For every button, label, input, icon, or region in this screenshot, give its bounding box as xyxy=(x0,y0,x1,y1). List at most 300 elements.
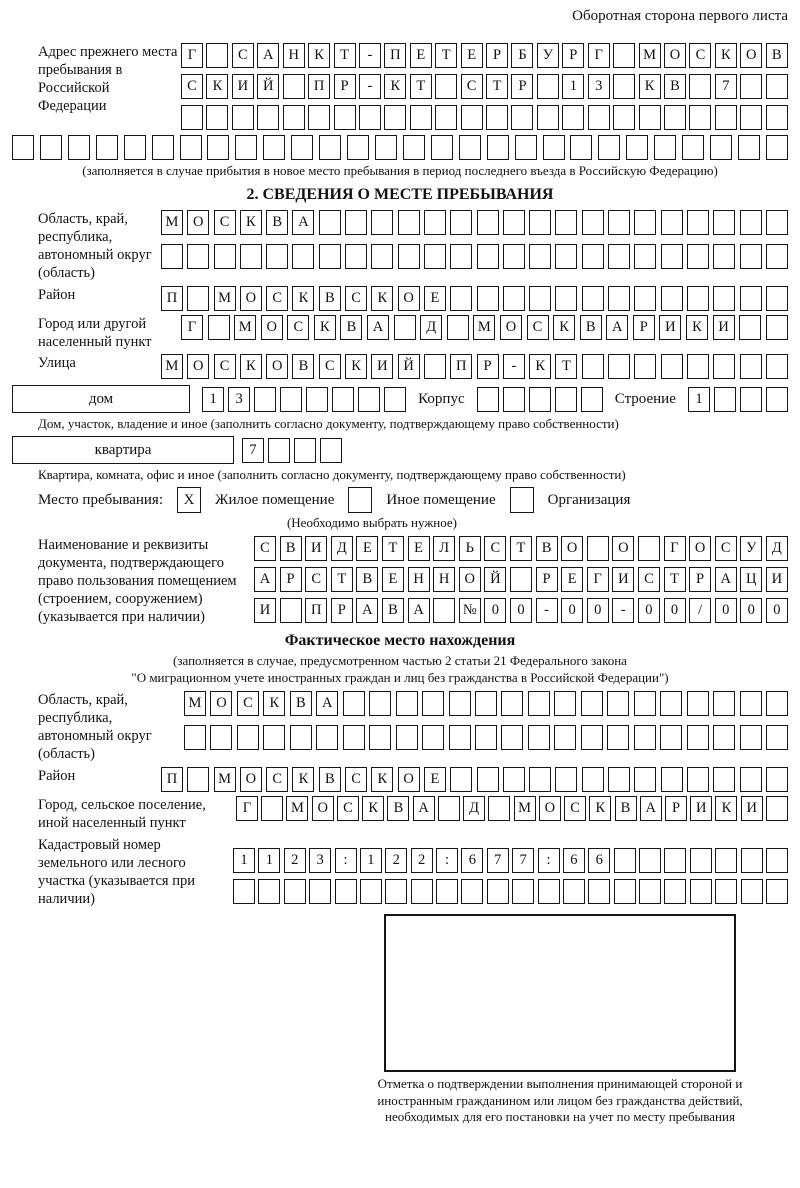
char-cell[interactable]: Р xyxy=(280,567,302,592)
char-cell[interactable]: Т xyxy=(664,567,686,592)
char-cell[interactable] xyxy=(433,598,455,623)
char-cell[interactable] xyxy=(608,286,630,311)
char-cell[interactable]: В xyxy=(615,796,637,821)
char-cell[interactable]: С xyxy=(715,536,737,561)
char-cell[interactable] xyxy=(316,725,338,750)
char-cell[interactable] xyxy=(741,848,763,873)
char-cell[interactable] xyxy=(687,244,709,269)
char-cell[interactable]: 3 xyxy=(228,387,250,412)
char-cell[interactable] xyxy=(529,244,551,269)
char-cell[interactable]: : xyxy=(335,848,357,873)
char-cell[interactable] xyxy=(449,691,471,716)
char-cell[interactable] xyxy=(181,105,203,130)
char-cell[interactable]: Р xyxy=(689,567,711,592)
char-cell[interactable]: И xyxy=(254,598,276,623)
char-cell[interactable] xyxy=(233,879,255,904)
char-cell[interactable] xyxy=(152,135,174,160)
char-cell[interactable] xyxy=(501,691,523,716)
char-cell[interactable] xyxy=(537,105,559,130)
char-cell[interactable] xyxy=(554,691,576,716)
char-cell[interactable] xyxy=(713,286,735,311)
char-cell[interactable] xyxy=(475,725,497,750)
char-cell[interactable] xyxy=(689,105,711,130)
char-cell[interactable]: И xyxy=(741,796,763,821)
char-cell[interactable] xyxy=(639,879,661,904)
char-cell[interactable]: К xyxy=(686,315,708,340)
char-cell[interactable] xyxy=(563,879,585,904)
char-cell[interactable]: У xyxy=(537,43,559,68)
char-cell[interactable]: С xyxy=(527,315,549,340)
char-cell[interactable] xyxy=(660,725,682,750)
char-cell[interactable] xyxy=(639,848,661,873)
char-cell[interactable]: 6 xyxy=(461,848,483,873)
char-cell[interactable]: О xyxy=(689,536,711,561)
char-cell[interactable]: С xyxy=(689,43,711,68)
char-cell[interactable] xyxy=(284,879,306,904)
char-cell[interactable]: О xyxy=(500,315,522,340)
char-cell[interactable] xyxy=(510,567,532,592)
char-cell[interactable]: П xyxy=(450,354,472,379)
char-cell[interactable] xyxy=(613,105,635,130)
char-cell[interactable] xyxy=(634,210,656,235)
char-cell[interactable] xyxy=(290,725,312,750)
char-cell[interactable] xyxy=(634,725,656,750)
char-cell[interactable] xyxy=(626,135,648,160)
char-cell[interactable]: М xyxy=(161,210,183,235)
char-cell[interactable] xyxy=(687,286,709,311)
char-cell[interactable]: К xyxy=(345,354,367,379)
char-cell[interactable]: С xyxy=(319,354,341,379)
char-cell[interactable]: В xyxy=(266,210,288,235)
char-cell[interactable]: К xyxy=(715,43,737,68)
char-cell[interactable] xyxy=(280,598,302,623)
char-cell[interactable] xyxy=(237,725,259,750)
char-cell[interactable]: К xyxy=(553,315,575,340)
char-cell[interactable]: Н xyxy=(408,567,430,592)
char-cell[interactable]: А xyxy=(257,43,279,68)
char-cell[interactable] xyxy=(475,691,497,716)
char-cell[interactable] xyxy=(266,244,288,269)
char-cell[interactable] xyxy=(486,105,508,130)
char-cell[interactable] xyxy=(403,135,425,160)
char-cell[interactable] xyxy=(263,725,285,750)
char-cell[interactable] xyxy=(184,725,206,750)
char-cell[interactable] xyxy=(334,105,356,130)
char-cell[interactable]: В xyxy=(387,796,409,821)
char-cell[interactable] xyxy=(587,536,609,561)
char-cell[interactable] xyxy=(477,767,499,792)
char-cell[interactable] xyxy=(582,767,604,792)
char-cell[interactable]: П xyxy=(384,43,406,68)
char-cell[interactable] xyxy=(554,725,576,750)
char-cell[interactable]: Ь xyxy=(459,536,481,561)
char-cell[interactable]: А xyxy=(413,796,435,821)
char-cell[interactable]: 3 xyxy=(588,74,610,99)
char-cell[interactable]: Е xyxy=(356,536,378,561)
char-cell[interactable] xyxy=(582,244,604,269)
char-cell[interactable]: К xyxy=(240,354,262,379)
char-cell[interactable] xyxy=(570,135,592,160)
char-cell[interactable]: 0 xyxy=(587,598,609,623)
char-cell[interactable]: О xyxy=(210,691,232,716)
char-cell[interactable] xyxy=(512,879,534,904)
char-cell[interactable] xyxy=(766,387,788,412)
char-cell[interactable] xyxy=(187,286,209,311)
char-cell[interactable]: Е xyxy=(461,43,483,68)
char-cell[interactable]: О xyxy=(561,536,583,561)
char-cell[interactable] xyxy=(450,286,472,311)
char-cell[interactable]: 1 xyxy=(233,848,255,873)
char-cell[interactable]: И xyxy=(232,74,254,99)
char-cell[interactable]: К xyxy=(240,210,262,235)
char-cell[interactable] xyxy=(543,135,565,160)
char-cell[interactable] xyxy=(740,74,762,99)
char-cell[interactable]: К xyxy=(371,286,393,311)
char-cell[interactable] xyxy=(292,244,314,269)
char-cell[interactable] xyxy=(638,536,660,561)
char-cell[interactable]: 7 xyxy=(242,438,264,463)
char-cell[interactable] xyxy=(738,135,760,160)
char-cell[interactable] xyxy=(555,767,577,792)
char-cell[interactable] xyxy=(503,244,525,269)
char-cell[interactable] xyxy=(319,210,341,235)
char-cell[interactable] xyxy=(766,848,788,873)
char-cell[interactable] xyxy=(257,105,279,130)
char-cell[interactable]: Е xyxy=(424,767,446,792)
char-cell[interactable] xyxy=(713,691,735,716)
char-cell[interactable] xyxy=(124,135,146,160)
char-cell[interactable]: В xyxy=(292,354,314,379)
char-cell[interactable] xyxy=(68,135,90,160)
char-cell[interactable] xyxy=(235,135,257,160)
char-cell[interactable]: Д xyxy=(766,536,788,561)
char-cell[interactable] xyxy=(375,135,397,160)
char-cell[interactable]: С xyxy=(484,536,506,561)
char-cell[interactable]: Т xyxy=(435,43,457,68)
char-cell[interactable] xyxy=(487,879,509,904)
char-cell[interactable] xyxy=(319,244,341,269)
char-cell[interactable]: С xyxy=(287,315,309,340)
char-cell[interactable] xyxy=(503,767,525,792)
char-cell[interactable]: П xyxy=(161,767,183,792)
char-cell[interactable]: : xyxy=(538,848,560,873)
char-cell[interactable] xyxy=(40,135,62,160)
char-cell[interactable]: А xyxy=(715,567,737,592)
char-cell[interactable]: 1 xyxy=(202,387,224,412)
char-cell[interactable] xyxy=(740,725,762,750)
checkbox-organization[interactable] xyxy=(510,487,534,513)
char-cell[interactable] xyxy=(283,74,305,99)
char-cell[interactable]: О xyxy=(240,286,262,311)
char-cell[interactable] xyxy=(713,354,735,379)
char-cell[interactable] xyxy=(740,387,762,412)
char-cell[interactable] xyxy=(664,848,686,873)
char-cell[interactable] xyxy=(739,315,761,340)
char-cell[interactable]: Р xyxy=(511,74,533,99)
char-cell[interactable] xyxy=(411,879,433,904)
char-cell[interactable] xyxy=(713,210,735,235)
char-cell[interactable]: Д xyxy=(463,796,485,821)
char-cell[interactable] xyxy=(660,691,682,716)
char-cell[interactable] xyxy=(634,767,656,792)
char-cell[interactable]: В xyxy=(340,315,362,340)
char-cell[interactable]: М xyxy=(473,315,495,340)
char-cell[interactable] xyxy=(614,879,636,904)
char-cell[interactable]: А xyxy=(316,691,338,716)
char-cell[interactable]: С xyxy=(232,43,254,68)
char-cell[interactable] xyxy=(422,725,444,750)
char-cell[interactable]: Д xyxy=(420,315,442,340)
char-cell[interactable] xyxy=(766,244,788,269)
char-cell[interactable]: Р xyxy=(486,43,508,68)
char-cell[interactable]: С xyxy=(266,767,288,792)
char-cell[interactable] xyxy=(581,725,603,750)
char-cell[interactable] xyxy=(555,286,577,311)
char-cell[interactable]: С xyxy=(564,796,586,821)
char-cell[interactable] xyxy=(461,879,483,904)
char-cell[interactable] xyxy=(654,135,676,160)
char-cell[interactable]: Т xyxy=(555,354,577,379)
char-cell[interactable]: Й xyxy=(257,74,279,99)
char-cell[interactable]: 7 xyxy=(512,848,534,873)
char-cell[interactable]: В xyxy=(766,43,788,68)
char-cell[interactable] xyxy=(715,105,737,130)
char-cell[interactable]: Й xyxy=(484,567,506,592)
char-cell[interactable] xyxy=(347,135,369,160)
char-cell[interactable]: Т xyxy=(410,74,432,99)
char-cell[interactable] xyxy=(555,244,577,269)
char-cell[interactable]: К xyxy=(362,796,384,821)
char-cell[interactable]: 0 xyxy=(766,598,788,623)
char-cell[interactable] xyxy=(588,879,610,904)
char-cell[interactable]: Н xyxy=(433,567,455,592)
char-cell[interactable] xyxy=(424,210,446,235)
char-cell[interactable] xyxy=(766,135,788,160)
char-cell[interactable]: С xyxy=(214,210,236,235)
char-cell[interactable] xyxy=(614,848,636,873)
char-cell[interactable] xyxy=(661,354,683,379)
char-cell[interactable]: Р xyxy=(334,74,356,99)
char-cell[interactable]: - xyxy=(359,74,381,99)
char-cell[interactable] xyxy=(385,879,407,904)
char-cell[interactable] xyxy=(343,725,365,750)
char-cell[interactable]: О xyxy=(740,43,762,68)
char-cell[interactable] xyxy=(343,691,365,716)
char-cell[interactable]: - xyxy=(612,598,634,623)
char-cell[interactable] xyxy=(291,135,313,160)
char-cell[interactable] xyxy=(740,286,762,311)
char-cell[interactable]: К xyxy=(206,74,228,99)
char-cell[interactable] xyxy=(210,725,232,750)
char-cell[interactable] xyxy=(740,244,762,269)
char-cell[interactable]: И xyxy=(659,315,681,340)
char-cell[interactable] xyxy=(582,286,604,311)
char-cell[interactable] xyxy=(529,387,551,412)
char-cell[interactable]: 0 xyxy=(561,598,583,623)
char-cell[interactable] xyxy=(740,210,762,235)
char-cell[interactable]: Е xyxy=(561,567,583,592)
char-cell[interactable] xyxy=(766,210,788,235)
char-cell[interactable] xyxy=(371,210,393,235)
char-cell[interactable] xyxy=(358,387,380,412)
char-cell[interactable]: Т xyxy=(510,536,532,561)
char-cell[interactable] xyxy=(713,725,735,750)
char-cell[interactable]: М xyxy=(161,354,183,379)
char-cell[interactable]: - xyxy=(359,43,381,68)
char-cell[interactable]: № xyxy=(459,598,481,623)
char-cell[interactable] xyxy=(555,387,577,412)
char-cell[interactable]: П xyxy=(308,74,330,99)
char-cell[interactable] xyxy=(740,354,762,379)
char-cell[interactable]: В xyxy=(382,598,404,623)
char-cell[interactable]: А xyxy=(367,315,389,340)
char-cell[interactable] xyxy=(436,879,458,904)
char-cell[interactable] xyxy=(766,74,788,99)
char-cell[interactable]: 0 xyxy=(638,598,660,623)
char-cell[interactable] xyxy=(369,691,391,716)
char-cell[interactable]: О xyxy=(266,354,288,379)
char-cell[interactable] xyxy=(661,210,683,235)
char-cell[interactable]: А xyxy=(606,315,628,340)
char-cell[interactable] xyxy=(588,105,610,130)
char-cell[interactable] xyxy=(371,244,393,269)
char-cell[interactable]: С xyxy=(181,74,203,99)
char-cell[interactable] xyxy=(396,691,418,716)
char-cell[interactable] xyxy=(294,438,316,463)
char-cell[interactable]: Т xyxy=(486,74,508,99)
char-cell[interactable] xyxy=(438,796,460,821)
char-cell[interactable]: Г xyxy=(588,43,610,68)
char-cell[interactable] xyxy=(396,725,418,750)
char-cell[interactable]: М xyxy=(639,43,661,68)
char-cell[interactable]: К xyxy=(589,796,611,821)
char-cell[interactable]: А xyxy=(356,598,378,623)
char-cell[interactable]: Р xyxy=(331,598,353,623)
char-cell[interactable] xyxy=(503,286,525,311)
char-cell[interactable] xyxy=(664,105,686,130)
char-cell[interactable] xyxy=(687,210,709,235)
char-cell[interactable] xyxy=(607,691,629,716)
char-cell[interactable] xyxy=(634,286,656,311)
char-cell[interactable]: 7 xyxy=(715,74,737,99)
char-cell[interactable] xyxy=(488,796,510,821)
char-cell[interactable] xyxy=(715,879,737,904)
char-cell[interactable]: 3 xyxy=(309,848,331,873)
char-cell[interactable] xyxy=(581,691,603,716)
char-cell[interactable]: К xyxy=(715,796,737,821)
char-cell[interactable] xyxy=(320,438,342,463)
char-cell[interactable] xyxy=(261,796,283,821)
char-cell[interactable]: О xyxy=(664,43,686,68)
char-cell[interactable] xyxy=(740,105,762,130)
char-cell[interactable] xyxy=(715,848,737,873)
char-cell[interactable]: Т xyxy=(382,536,404,561)
char-cell[interactable] xyxy=(398,244,420,269)
char-cell[interactable]: К xyxy=(384,74,406,99)
char-cell[interactable] xyxy=(477,210,499,235)
char-cell[interactable]: О xyxy=(398,286,420,311)
char-cell[interactable]: 0 xyxy=(715,598,737,623)
char-cell[interactable] xyxy=(687,767,709,792)
char-cell[interactable] xyxy=(449,725,471,750)
char-cell[interactable] xyxy=(306,387,328,412)
char-cell[interactable]: 1 xyxy=(258,848,280,873)
char-cell[interactable] xyxy=(360,879,382,904)
char-cell[interactable] xyxy=(714,387,736,412)
char-cell[interactable] xyxy=(207,135,229,160)
char-cell[interactable] xyxy=(766,105,788,130)
char-cell[interactable] xyxy=(319,135,341,160)
char-cell[interactable] xyxy=(740,767,762,792)
char-cell[interactable]: К xyxy=(292,286,314,311)
char-cell[interactable]: 1 xyxy=(688,387,710,412)
char-cell[interactable] xyxy=(634,354,656,379)
char-cell[interactable] xyxy=(206,105,228,130)
char-cell[interactable]: 7 xyxy=(487,848,509,873)
char-cell[interactable]: В xyxy=(319,286,341,311)
char-cell[interactable] xyxy=(766,691,788,716)
char-cell[interactable] xyxy=(529,767,551,792)
char-cell[interactable] xyxy=(422,691,444,716)
char-cell[interactable] xyxy=(608,354,630,379)
char-cell[interactable] xyxy=(187,244,209,269)
char-cell[interactable] xyxy=(690,879,712,904)
char-cell[interactable]: Р xyxy=(665,796,687,821)
char-cell[interactable]: 0 xyxy=(510,598,532,623)
char-cell[interactable]: О xyxy=(459,567,481,592)
char-cell[interactable] xyxy=(741,879,763,904)
char-cell[interactable]: О xyxy=(261,315,283,340)
char-cell[interactable] xyxy=(477,387,499,412)
char-cell[interactable] xyxy=(12,135,34,160)
char-cell[interactable]: С xyxy=(254,536,276,561)
char-cell[interactable]: О xyxy=(398,767,420,792)
char-cell[interactable]: О xyxy=(187,210,209,235)
char-cell[interactable] xyxy=(309,879,331,904)
checkbox-residential[interactable]: X xyxy=(177,487,201,513)
char-cell[interactable] xyxy=(435,74,457,99)
char-cell[interactable] xyxy=(283,105,305,130)
char-cell[interactable]: 2 xyxy=(411,848,433,873)
char-cell[interactable]: М xyxy=(214,767,236,792)
char-cell[interactable]: Б xyxy=(511,43,533,68)
char-cell[interactable] xyxy=(634,244,656,269)
char-cell[interactable] xyxy=(335,879,357,904)
char-cell[interactable]: И xyxy=(612,567,634,592)
char-cell[interactable] xyxy=(487,135,509,160)
char-cell[interactable] xyxy=(713,244,735,269)
char-cell[interactable] xyxy=(766,286,788,311)
char-cell[interactable] xyxy=(661,244,683,269)
char-cell[interactable] xyxy=(461,105,483,130)
char-cell[interactable] xyxy=(268,438,290,463)
char-cell[interactable]: 0 xyxy=(484,598,506,623)
char-cell[interactable] xyxy=(394,315,416,340)
char-cell[interactable]: Р xyxy=(536,567,558,592)
char-cell[interactable]: М xyxy=(514,796,536,821)
char-cell[interactable] xyxy=(435,105,457,130)
char-cell[interactable]: В xyxy=(280,536,302,561)
char-cell[interactable] xyxy=(687,354,709,379)
char-cell[interactable]: - xyxy=(503,354,525,379)
char-cell[interactable] xyxy=(369,725,391,750)
char-cell[interactable] xyxy=(450,767,472,792)
char-cell[interactable] xyxy=(582,354,604,379)
char-cell[interactable]: В xyxy=(664,74,686,99)
char-cell[interactable]: 6 xyxy=(588,848,610,873)
char-cell[interactable] xyxy=(359,105,381,130)
char-cell[interactable] xyxy=(613,43,635,68)
